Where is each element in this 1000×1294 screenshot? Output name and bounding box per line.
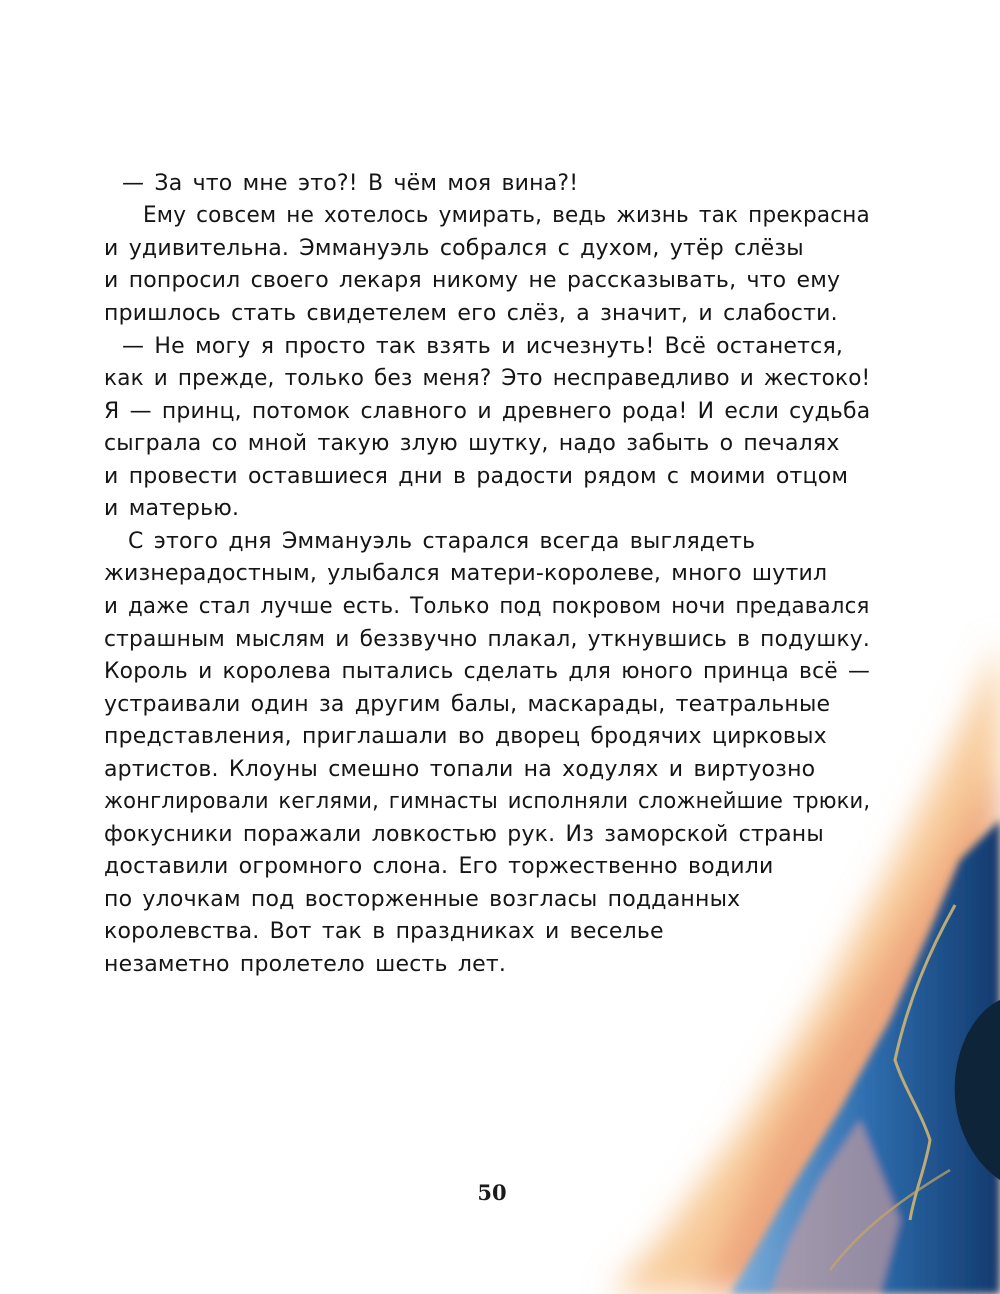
text-line: Ему совсем не хотелось умирать, ведь жизнь так прекрасна: [143, 203, 870, 228]
text-line: незаметно пролетело шесть лет.: [104, 952, 507, 977]
text-line: и попросил своего лекаря никому не рассказывать, что ему: [104, 268, 841, 293]
text-line: и даже стал лучше есть. Только под покровом ночи предавался: [104, 594, 870, 619]
text-line: — Не могу я просто так взять и исчезнуть! Всё останется,: [122, 334, 844, 359]
text-line: — За что мне это?! В чём моя вина?!: [122, 171, 579, 196]
text-line: доставили огромного слона. Его торжественно водили: [104, 854, 774, 879]
text-line: Король и королева пытались сделать для юного принца всё —: [104, 659, 870, 684]
text-line: страшным мыслям и беззвучно плакал, уткнувшись в подушку.: [104, 627, 870, 652]
text-line: пришлось стать свидетелем его слёз, а значит, и слабости.: [104, 301, 838, 326]
text-line: сыграла со мной такую злую шутку, надо забыть о печалях: [104, 431, 840, 456]
text-line: и матерью.: [104, 496, 240, 521]
text-line: и провести оставшиеся дни в радости рядом с моими отцом: [104, 464, 849, 489]
text-line: представления, приглашали во дворец бродячих цирковых: [104, 724, 827, 749]
text-line: жонглировали кеглями, гимнасты исполняли сложнейшие трюки,: [104, 789, 871, 814]
text-line: по улочкам под восторженные возгласы подданных: [104, 887, 741, 912]
page-number: 50: [477, 1180, 507, 1205]
text-line: устраивали один за другим балы, маскарады, театральные: [104, 692, 831, 717]
text-line: и удивительна. Эммануэль собрался с духом, утёр слёзы: [104, 236, 804, 261]
text-line: Я — принц, потомок славного и древнего рода! И если судьба: [104, 399, 871, 424]
text-line: фокусники поражали ловкостью рук. Из заморской страны: [104, 822, 824, 847]
text-line: артистов. Клоуны смешно топали на ходулях и виртуозно: [104, 757, 816, 782]
text-line: как и прежде, только без меня? Это несправедливо и жестоко!: [104, 366, 871, 391]
text-line: жизнерадостным, улыбался матери-королеве, много шутил: [104, 561, 828, 586]
text-line: королевства. Вот так в праздниках и веселье: [104, 919, 664, 944]
text-line: С этого дня Эммануэль старался всегда выглядеть: [128, 529, 756, 554]
